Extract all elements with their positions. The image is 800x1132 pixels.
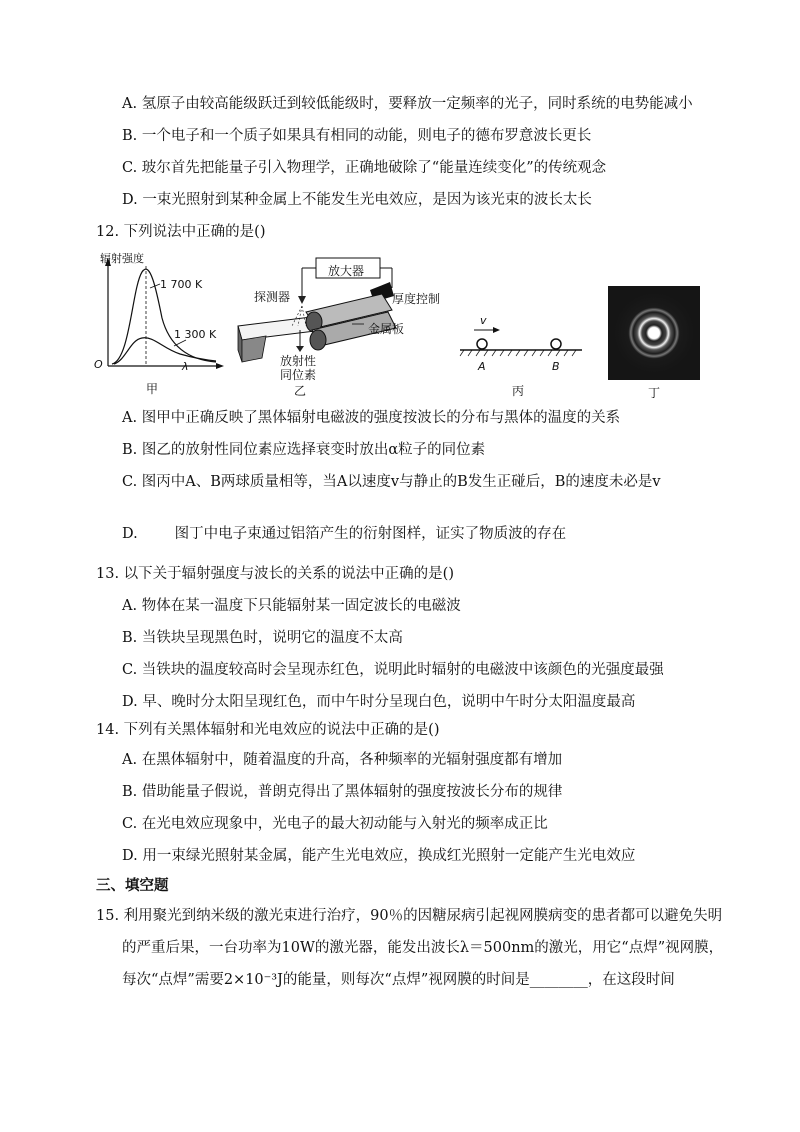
q12-option-b: B. 图乙的放射性同位素应选择衰变时放出α粒子的同位素	[122, 442, 486, 458]
jia-caption: 甲	[146, 382, 159, 396]
figure-jia	[90, 248, 230, 398]
yi-detector: 探测器	[254, 290, 291, 304]
figure-yi	[232, 254, 452, 400]
q13-stem: 13. 以下关于辐射强度与波长的关系的说法中正确的是()	[96, 566, 454, 582]
q14-option-b: B. 借助能量子假说，普朗克得出了黑体辐射的强度按波长分布的规律	[122, 784, 563, 800]
yi-caption: 乙	[294, 384, 307, 398]
jia-xlabel: λ	[182, 360, 189, 373]
q13-option-c: C. 当铁块的温度较高时会呈现赤红色，说明此时辐射的电磁波中该颜色的光强度最强	[122, 662, 664, 678]
q14-option-c: C. 在光电效应现象中，光电子的最大初动能与入射光的频率成正比	[122, 816, 548, 832]
bing-velocity: v	[480, 314, 487, 327]
jia-ylabel: 辐射强度	[100, 252, 144, 265]
q15-line2: 的严重后果，一台功率为10W的激光器，能发出波长λ＝500nm的激光，用它“点焊”视网膜，	[122, 940, 724, 956]
yi-isotope-line1: 放射性	[280, 354, 317, 368]
yi-amplifier: 放大器	[328, 264, 365, 278]
jia-curve-low: 1 300 K	[174, 328, 217, 341]
q14-stem: 14. 下列有关黑体辐射和光电效应的说法中正确的是()	[96, 722, 440, 738]
q12-option-d: D. 图丁中电子束通过铝箔产生的衍射图样，证实了物质波的存在	[122, 526, 567, 542]
bing-ball-b: B	[552, 360, 560, 373]
figure-bing	[456, 314, 586, 400]
jia-origin: O	[94, 358, 103, 371]
bing-caption: 丙	[512, 384, 525, 398]
collision-graphic	[456, 320, 586, 364]
q12-option-a: A. 图甲中正确反映了黑体辐射电磁波的强度按波长的分布与黑体的温度的关系	[122, 410, 621, 426]
yi-thickness-control: 厚度控制	[392, 292, 441, 306]
yi-isotope-line2: 同位素	[280, 368, 317, 382]
q11-option-a: A. 氢原子由较高能级跃迁到较低能级时，要释放一定频率的光子，同时系统的电势能减小	[122, 96, 693, 112]
figure-ding	[608, 286, 700, 402]
q15-line3: 每次“点焊”需要2×10⁻³J的能量，则每次“点焊”视网膜的时间是________，在这段时间	[122, 972, 675, 988]
q13-option-b: B. 当铁块呈现黑色时，说明它的温度不太高	[122, 630, 403, 646]
q11-option-b: B. 一个电子和一个质子如果具有相同的动能，则电子的德布罗意波长更长	[122, 128, 592, 144]
q13-option-d: D. 早、晚时分太阳呈现红色，而中午时分呈现白色，说明中午时分太阳温度最高	[122, 694, 636, 710]
diffraction-pattern-image	[608, 286, 700, 380]
yi-metal-plate: 金属板	[368, 322, 405, 336]
q14-option-a: A. 在黑体辐射中，随着温度的升高，各种频率的光辐射强度都有增加	[122, 752, 563, 768]
q11-option-c: C. 玻尔首先把能量子引入物理学，正确地破除了“能量连续变化”的传统观念	[122, 160, 607, 176]
section-title-fill-in: 三、填空题	[96, 877, 169, 894]
q12-stem: 12. 下列说法中正确的是()	[96, 224, 266, 240]
jia-curve-high: 1 700 K	[160, 278, 203, 291]
q12-option-c: C. 图丙中A、B两球质量相等，当A以速度v与静止的B发生正碰后，B的速度未必是v	[122, 474, 661, 490]
bing-ball-a: A	[478, 360, 486, 373]
blackbody-curve-graphic	[90, 248, 230, 378]
q14-option-d: D. 用一束绿光照射某金属，能产生光电效应，换成红光照射一定能产生光电效应	[122, 848, 636, 864]
ding-caption: 丁	[648, 386, 661, 400]
q13-option-a: A. 物体在某一温度下只能辐射某一固定波长的电磁波	[122, 598, 461, 614]
q15-line1: 15. 利用聚光到纳米级的激光束进行治疗，90％的因糖尿病引起视网膜病变的患者都可以避免失明	[96, 908, 723, 924]
q11-option-d: D. 一束光照射到某种金属上不能发生光电效应，是因为该光束的波长太长	[122, 192, 592, 208]
